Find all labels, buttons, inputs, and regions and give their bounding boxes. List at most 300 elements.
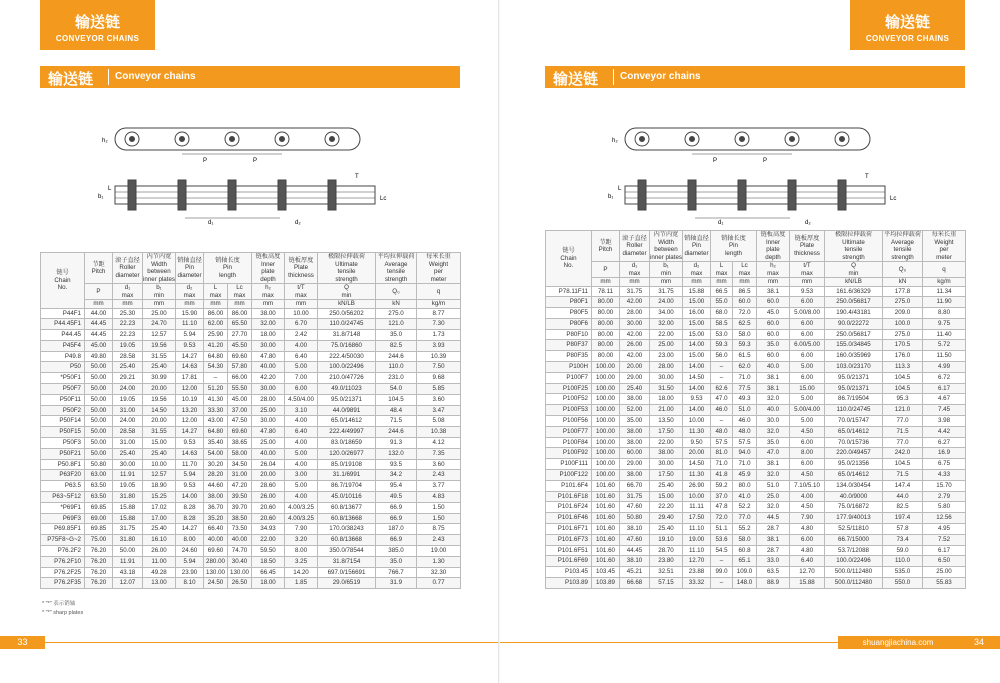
table-cell: 31.00 xyxy=(228,470,252,481)
table-row xyxy=(546,448,966,459)
table-cell: 77.5 xyxy=(733,383,757,394)
table-cell: 59.2 xyxy=(711,480,733,491)
table-cell: 12.00 xyxy=(176,416,204,427)
chain-number-cell: *P50F1 xyxy=(41,373,85,384)
table-row xyxy=(546,286,966,297)
chain-number-cell: P75F8~G~2 xyxy=(41,535,85,546)
table-cell: 5.85 xyxy=(417,384,461,395)
table-cell: 5.00 xyxy=(285,362,318,373)
table-cell: 12.00 xyxy=(176,384,204,395)
table-cell: 30.00 xyxy=(252,384,285,395)
table-cell: 31.9 xyxy=(376,578,417,589)
chain-number-cell: P80F1 xyxy=(546,297,592,308)
table-cell: 38.00 xyxy=(252,308,285,319)
table-cell: 11.34 xyxy=(923,286,966,297)
table-cell: 86.00 xyxy=(204,308,228,319)
table-cell: 18.90 xyxy=(143,481,176,492)
chain-number-cell: P101.6F73 xyxy=(546,534,592,545)
table-cell: 9.50 xyxy=(683,437,711,448)
table-cell: 69.85 xyxy=(85,524,113,535)
table-cell: 54.0 xyxy=(376,384,417,395)
chain-number-cell: P100F122 xyxy=(546,470,592,481)
table-cell: 22.23 xyxy=(113,319,143,330)
table-row xyxy=(546,524,966,535)
table-cell: 53.0 xyxy=(711,329,733,340)
table-cell: 25.90 xyxy=(204,330,228,341)
table-cell: 26.50 xyxy=(228,578,252,589)
table-cell: 6.00 xyxy=(790,297,825,308)
table-cell: 5.94 xyxy=(176,330,204,341)
d1-label: d₁ xyxy=(718,220,724,226)
chain-number-cell: P49.8 xyxy=(41,351,85,362)
table-cell: 35.0 xyxy=(376,556,417,567)
table-cell: 45.21 xyxy=(620,567,650,578)
table-cell: 3.98 xyxy=(923,416,966,427)
table-cell: 385.0 xyxy=(376,546,417,557)
table-cell: 76.20 xyxy=(85,578,113,589)
table-row xyxy=(546,340,966,351)
table-cell: 35.40 xyxy=(204,438,228,449)
table-cell: 101.60 xyxy=(592,545,620,556)
table-cell: 60.0 xyxy=(757,297,790,308)
t-label: T xyxy=(355,174,359,180)
table-cell: 231.0 xyxy=(376,373,417,384)
table-cell: 55.83 xyxy=(923,578,966,589)
table-cell: 4.50 xyxy=(790,426,825,437)
table-cell: 40.0 xyxy=(757,405,790,416)
table-cell: 14.50 xyxy=(683,372,711,383)
table-cell: 23.88 xyxy=(683,567,711,578)
chain-number-cell: P69F3 xyxy=(41,513,85,524)
table-cell: 11.91 xyxy=(113,556,143,567)
table-cell: 43.00 xyxy=(204,416,228,427)
table-cell: 6.00 xyxy=(285,384,318,395)
table-cell: 11.30 xyxy=(683,470,711,481)
table-cell: 56.0 xyxy=(711,351,733,362)
table-cell: 69.00 xyxy=(85,513,113,524)
table-cell: 99.0 xyxy=(711,567,733,578)
table-cell: 15.88 xyxy=(113,502,143,513)
table-cell: 29.00 xyxy=(620,459,650,470)
sym: Q min xyxy=(825,262,883,278)
chain-number-cell: P100F25 xyxy=(546,383,592,394)
table-cell: 77.0 xyxy=(733,513,757,524)
table-cell: 121.0 xyxy=(376,319,417,330)
table-cell: 100.00 xyxy=(592,362,620,373)
table-cell: 30.00 xyxy=(252,416,285,427)
table-cell: 6.50 xyxy=(923,556,966,567)
table-row xyxy=(41,373,461,384)
table-cell: 28.70 xyxy=(650,545,683,556)
table-cell: 63.5 xyxy=(757,567,790,578)
table-cell: 29.00 xyxy=(620,372,650,383)
table-cell: 49.3 xyxy=(733,394,757,405)
col-avg-tensile: 平均拉伸载荷 Average tensile strength xyxy=(883,231,922,261)
table-cell: 19.05 xyxy=(113,394,143,405)
table-cell: 244.6 xyxy=(376,427,417,438)
table-cell: 100.00 xyxy=(592,437,620,448)
table-cell: 101.60 xyxy=(592,502,620,513)
table-cell: 8.75 xyxy=(417,524,461,535)
table-cell: 250.0/56817 xyxy=(825,329,883,340)
chain-side-view xyxy=(625,180,885,218)
table-cell: 19.56 xyxy=(143,340,176,351)
table-cell: 8.77 xyxy=(417,308,461,319)
table-cell: 25.00 xyxy=(143,308,176,319)
table-cell: 65.1 xyxy=(733,556,757,567)
table-cell: 50.00 xyxy=(85,405,113,416)
chain-number-cell: P100F92 xyxy=(546,448,592,459)
table-cell: 110.0/24745 xyxy=(825,405,883,416)
table-cell: 65.0/14612 xyxy=(825,426,883,437)
table-row xyxy=(41,416,461,427)
table-cell: 220.0/49457 xyxy=(825,448,883,459)
table-cell: 30.40 xyxy=(228,556,252,567)
sym: d₁ max xyxy=(113,284,143,300)
table-cell: 26.04 xyxy=(252,459,285,470)
table-cell: 6.00 xyxy=(790,534,825,545)
header-row-names xyxy=(41,253,461,284)
table-cell: 10.00 xyxy=(285,308,318,319)
table-cell: 242.0 xyxy=(883,448,923,459)
table-cell: 73.4 xyxy=(883,534,923,545)
table-cell: 60.8/13668 xyxy=(318,513,376,524)
col-roller: 滚子直径 Roller diameter xyxy=(113,253,143,284)
section-title-en: Conveyor chains xyxy=(620,71,701,82)
table-cell: 14.00 xyxy=(683,340,711,351)
table-cell: 28.00 xyxy=(620,308,650,319)
table-cell: 8.28 xyxy=(176,502,204,513)
chain-number-cell: P76.2F2 xyxy=(41,546,85,557)
table-cell: – xyxy=(711,578,733,589)
table-cell: 54.30 xyxy=(204,362,228,373)
table-cell: 50.00 xyxy=(85,438,113,449)
table-cell: 38.00 xyxy=(650,448,683,459)
table-cell: 25.40 xyxy=(143,362,176,373)
table-cell: 70.0/15736 xyxy=(825,437,883,448)
chain-number-cell: P76.2F35 xyxy=(41,578,85,589)
sym: t/T max xyxy=(285,284,318,300)
sym: h₂ max xyxy=(757,262,790,278)
table-cell: 103.89 xyxy=(592,578,620,589)
table-cell: 4.12 xyxy=(417,438,461,449)
table-cell: 12.57 xyxy=(143,330,176,341)
chain-number-cell: P44.45F1 xyxy=(41,319,85,330)
chain-top-view xyxy=(115,128,360,154)
table-cell: 15.25 xyxy=(143,492,176,503)
col-plate-depth: 链板高度 Inner plate depth xyxy=(757,231,790,262)
table-cell: 34.00 xyxy=(650,308,683,319)
chain-number-cell: P101.6F24 xyxy=(546,502,592,513)
table-cell: 4.00 xyxy=(790,491,825,502)
table-cell: 38.65 xyxy=(228,438,252,449)
table-cell: 6.40 xyxy=(285,427,318,438)
table-cell: 80.00 xyxy=(592,351,620,362)
table-row xyxy=(41,394,461,405)
table-cell: – xyxy=(711,362,733,373)
table-cell: 5.00 xyxy=(790,394,825,405)
table-cell: 54.5 xyxy=(711,545,733,556)
table-cell: 766.7 xyxy=(376,567,417,578)
table-cell: 33.0 xyxy=(757,556,790,567)
table-cell: 47.80 xyxy=(252,427,285,438)
table-cell: 11.10 xyxy=(683,524,711,535)
table-row xyxy=(546,534,966,545)
table-cell: 25.40 xyxy=(113,362,143,373)
table-cell: 47.0 xyxy=(711,394,733,405)
table-cell: 28.58 xyxy=(113,427,143,438)
table-cell: 23.80 xyxy=(650,556,683,567)
table-cell: 16.00 xyxy=(683,308,711,319)
table-cell: 176.0 xyxy=(883,351,923,362)
table-cell: 104.5 xyxy=(883,459,923,470)
table-cell: 7.50 xyxy=(417,362,461,373)
table-cell: 80.00 xyxy=(592,329,620,340)
sym: d₁ max xyxy=(620,262,650,278)
table-cell: 187.0 xyxy=(376,524,417,535)
table-cell: 24.00 xyxy=(650,297,683,308)
table-cell: 37.0 xyxy=(711,491,733,502)
table-row xyxy=(41,481,461,492)
pitch-label-2: P xyxy=(253,158,258,164)
table-cell: 25.40 xyxy=(620,383,650,394)
title-divider xyxy=(108,69,109,85)
table-cell: 58.0 xyxy=(733,534,757,545)
table-cell: 29.40 xyxy=(650,513,683,524)
col-weight: 每米长重 Weight per meter xyxy=(923,231,966,262)
table-cell: 77.0 xyxy=(883,416,923,427)
table-cell: 44.45 xyxy=(620,545,650,556)
page-number: 34 xyxy=(958,636,1000,649)
table-cell: 697.0/156691 xyxy=(318,567,376,578)
table-cell: 70.0/15747 xyxy=(825,416,883,427)
table-cell: 59.50 xyxy=(252,546,285,557)
table-cell: 4.50 xyxy=(790,502,825,513)
unit: mm xyxy=(285,300,318,309)
table-cell: 28.60 xyxy=(252,481,285,492)
table-cell: 57.5 xyxy=(711,437,733,448)
left-table-body xyxy=(41,308,461,589)
table-cell: 34.2 xyxy=(376,470,417,481)
table-cell: 38.10 xyxy=(620,524,650,535)
table-cell: 15.00 xyxy=(683,351,711,362)
table-cell: 71.0 xyxy=(733,372,757,383)
corner-title-en: CONVEYOR CHAINS xyxy=(55,34,140,43)
table-cell: 50.00 xyxy=(85,384,113,395)
table-cell: 71.0 xyxy=(733,459,757,470)
table-cell: 3.00 xyxy=(285,470,318,481)
table-cell: 32.51 xyxy=(650,567,683,578)
table-cell: 100.00 xyxy=(592,372,620,383)
table-cell: 18.50 xyxy=(252,556,285,567)
table-cell: 1.30 xyxy=(417,556,461,567)
table-row xyxy=(41,492,461,503)
table-cell: 38.10 xyxy=(620,556,650,567)
table-cell: 29.0/6519 xyxy=(318,578,376,589)
table-cell: 100.00 xyxy=(592,405,620,416)
b1-label: b₁ xyxy=(98,194,104,200)
l-label: L xyxy=(618,186,622,192)
sym: P xyxy=(592,262,620,278)
table-cell: 30.00 xyxy=(620,318,650,329)
table-row xyxy=(546,556,966,567)
table-cell: 100.00 xyxy=(592,470,620,481)
table-cell: 58.5 xyxy=(711,318,733,329)
table-cell: 31.80 xyxy=(113,492,143,503)
table-cell: 24.50 xyxy=(204,578,228,589)
table-row xyxy=(546,578,966,589)
unit: mm xyxy=(228,300,252,309)
section-title-bar xyxy=(40,66,460,88)
table-cell: 59.3 xyxy=(711,340,733,351)
table-cell: 48.0 xyxy=(711,426,733,437)
table-cell: 73.50 xyxy=(228,524,252,535)
table-cell: 103.45 xyxy=(592,567,620,578)
table-cell: 24.60 xyxy=(176,546,204,557)
table-cell: 28.7 xyxy=(757,524,790,535)
table-cell: 78.11 xyxy=(592,286,620,297)
table-cell: 95.0/21371 xyxy=(825,372,883,383)
table-cell: 44.0/9891 xyxy=(318,405,376,416)
table-cell: 2.42 xyxy=(285,330,318,341)
table-cell: 113.3 xyxy=(883,362,923,373)
table-cell: 5.00/4.00 xyxy=(790,405,825,416)
table-row xyxy=(41,384,461,395)
table-cell: 1.73 xyxy=(417,330,461,341)
table-row xyxy=(546,437,966,448)
table-cell: 43.18 xyxy=(113,567,143,578)
table-cell: 209.0 xyxy=(883,308,923,319)
table-cell: 80.00 xyxy=(592,297,620,308)
table-cell: 23.90 xyxy=(176,567,204,578)
table-cell: 100.00 xyxy=(592,383,620,394)
table-cell: 3.60 xyxy=(417,459,461,470)
table-row xyxy=(546,416,966,427)
table-row xyxy=(41,546,461,557)
table-cell: 52.2 xyxy=(733,502,757,513)
sym: Q₀ xyxy=(883,262,923,278)
table-cell: 15.00 xyxy=(683,297,711,308)
chain-number-cell: P50F15 xyxy=(41,427,85,438)
table-cell: 7.90 xyxy=(285,524,318,535)
chain-number-cell: P45F4 xyxy=(41,340,85,351)
sym: L max xyxy=(204,284,228,300)
table-cell: 39.50 xyxy=(228,492,252,503)
table-cell: 31.75 xyxy=(620,491,650,502)
table-cell: 63.50 xyxy=(85,481,113,492)
table-cell: 28.20 xyxy=(204,470,228,481)
table-cell: 64.80 xyxy=(204,351,228,362)
col-pin: 销轴直径 Pin diameter xyxy=(683,231,711,262)
table-cell: 38.1 xyxy=(757,459,790,470)
table-cell: 6.72 xyxy=(923,372,966,383)
table-cell: 21.00 xyxy=(650,405,683,416)
table-cell: 47.60 xyxy=(620,534,650,545)
table-cell: 5.94 xyxy=(176,470,204,481)
table-cell: 5.80 xyxy=(923,502,966,513)
right-page xyxy=(500,0,1000,683)
table-cell: 82.5 xyxy=(376,340,417,351)
table-cell: 49.80 xyxy=(85,351,113,362)
table-row xyxy=(41,535,461,546)
h2-label: h₂ xyxy=(612,138,618,144)
table-cell: 72.0 xyxy=(733,308,757,319)
unit: mm xyxy=(650,278,683,287)
table-cell: 109.0 xyxy=(733,567,757,578)
chain-number-cell: P103.89 xyxy=(546,578,592,589)
table-cell: 8.10 xyxy=(176,578,204,589)
table-cell: 9.68 xyxy=(417,373,461,384)
table-cell: 15.00 xyxy=(143,438,176,449)
table-cell: 45.0 xyxy=(757,308,790,319)
table-cell: 49.5 xyxy=(376,492,417,503)
table-cell: 75.00 xyxy=(85,535,113,546)
table-cell: 77.0 xyxy=(883,437,923,448)
table-cell: 50.80 xyxy=(620,513,650,524)
table-cell: 18.00 xyxy=(252,330,285,341)
table-cell: 14.27 xyxy=(176,351,204,362)
table-cell: 25.40 xyxy=(113,448,143,459)
table-cell: 38.1 xyxy=(757,383,790,394)
table-cell: 31.00 xyxy=(113,405,143,416)
table-cell: 95.0/21356 xyxy=(825,459,883,470)
chain-number-cell: P101.6F18 xyxy=(546,491,592,502)
table-cell: 31.8/7154 xyxy=(318,556,376,567)
table-cell: 80.0 xyxy=(733,480,757,491)
table-cell: 100.00 xyxy=(592,394,620,405)
table-cell: 6.17 xyxy=(923,545,966,556)
table-cell: 8.00 xyxy=(285,546,318,557)
table-cell: 15.88 xyxy=(683,286,711,297)
table-cell: 10.19 xyxy=(176,394,204,405)
table-cell: 5.00 xyxy=(790,416,825,427)
table-row xyxy=(41,524,461,535)
table-cell: 11.40 xyxy=(923,329,966,340)
table-row xyxy=(41,502,461,513)
table-cell: 2.43 xyxy=(417,535,461,546)
unit: mm xyxy=(757,278,790,287)
table-cell: 5.00 xyxy=(285,448,318,459)
table-cell: 6.00 xyxy=(790,329,825,340)
col-roller: 滚子直径 Roller diameter xyxy=(620,231,650,262)
table-cell: 32.0 xyxy=(757,502,790,513)
table-cell: 32.30 xyxy=(417,567,461,578)
table-row xyxy=(41,330,461,341)
table-cell: 4.67 xyxy=(923,394,966,405)
table-cell: 103.0/23170 xyxy=(825,362,883,373)
unit: kN/LB xyxy=(318,300,376,309)
table-cell: 15.88 xyxy=(113,513,143,524)
unit: mm xyxy=(204,300,228,309)
col-plate-thickness: 链板厚度 Plate thickness xyxy=(790,231,825,262)
website-link[interactable]: shuangjiachina.com xyxy=(838,636,958,649)
table-cell: 47.50 xyxy=(228,416,252,427)
table-cell: 17.50 xyxy=(650,426,683,437)
table-cell: 35.00 xyxy=(620,416,650,427)
table-row xyxy=(41,578,461,589)
table-row xyxy=(41,438,461,449)
table-cell: 6.27 xyxy=(923,437,966,448)
table-cell: 62.6 xyxy=(711,383,733,394)
table-cell: 25.00 xyxy=(252,405,285,416)
chain-number-cell: P100F111 xyxy=(546,459,592,470)
table-cell: 13.00 xyxy=(143,578,176,589)
table-cell: 101.60 xyxy=(592,534,620,545)
sym: Lc max xyxy=(733,262,757,278)
table-row xyxy=(546,480,966,491)
table-cell: 47.20 xyxy=(228,481,252,492)
table-cell: 3.47 xyxy=(417,405,461,416)
